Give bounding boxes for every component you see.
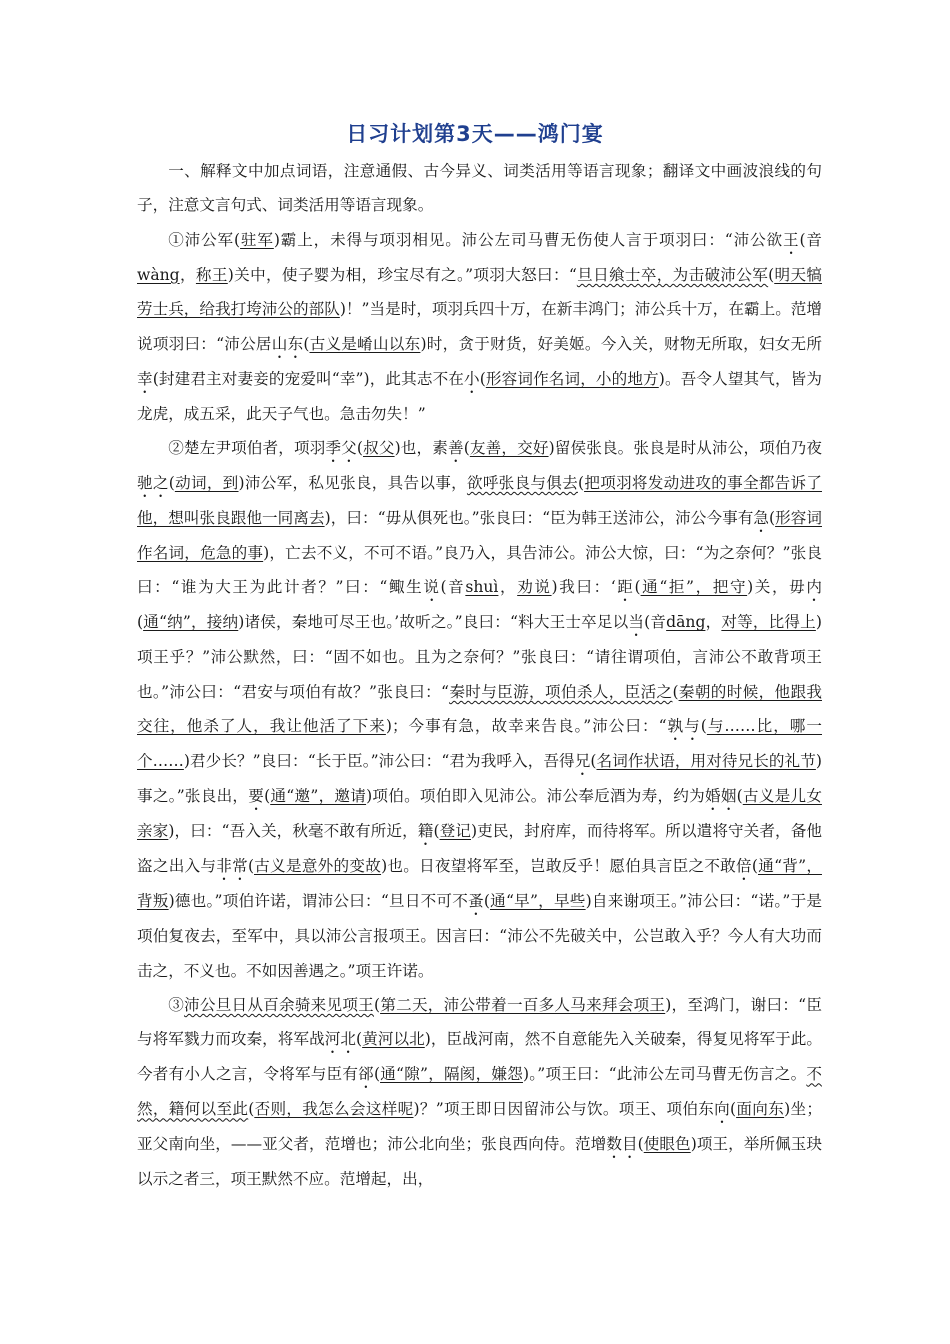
- page-title: 日习计划第3天——鸿门宴: [346, 122, 604, 146]
- instructions: 一、解释文中加点词语，注意通假、古今异义、词类活用等语言现象；翻译文中画波浪线的句子，注意文言句式、词类活用等语言现象。: [137, 162, 822, 215]
- document-body: [137, 154, 822, 1197]
- paragraph-1: ①沛公军(驻军)霸上，未得与项羽相见。沛公左司马曹无伤使人言于项羽曰：“沛公欲王(音wàng，称王)关中，使子婴为相，珍宝尽有之。”项羽大怒曰：“旦日飨士卒，为击破沛公军(明天犒劳士兵，给我打垮沛公的部队)！”当是时，项羽兵四十万，在新丰鸿门；沛公兵十万，在霸上。范增说项羽曰：“沛公居山东(古义是崤山以东)时，贪于财货，好美姬。今入关，财物无所取，妇女无所幸(封建君主对妻妾的宠爱叫“幸”)，此其志不在小(形容词作名词，小的地方)。吾令人望其气，皆为龙虎，成五采，此天子气也。急击勿失！”: [137, 230, 822, 423]
- paragraph-3: ③沛公旦日从百余骑来见项王(第二天，沛公带着一百多人马来拜会项王)，至鸿门，谢曰：“臣与将军戮力而攻秦，将军战河北(黄河以北)，臣战河南，然不自意能先入关破秦，得复见将军于此。今者有小人之言，令将军与臣有郤(通“隙”，隔阂，嫌怨)。”项王曰：“此沛公左司马曹无伤言之。不然，籍何以至此(否则，我怎么会这样呢)？”项王即日因留沛公与饮。项王、项伯东向(面向东)坐；亚父南向坐，——亚父者，范增也；沛公北向坐；张良西向侍。范增数目(使眼色)项王，举所佩玉玦以示之者三，项王默然不应。范增起，出，: [137, 996, 822, 1189]
- paragraph-2: ②楚左尹项伯者，项羽季父(叔父)也，素善(友善，交好)留侯张良。张良是时从沛公，项伯乃夜驰之(动词，到)沛公军，私见张良，具告以事，欲呼张良与俱去(把项羽将发动进攻的事全都告诉了他，想叫张良跟他一同离去)，曰：“毋从俱死也。”张良曰：“臣为韩王送沛公，沛公今事有急(形容词作名词，危急的事)，亡去不义，不可不语。”良乃入，具告沛公。沛公大惊，曰：“为之奈何？”张良曰：“谁为大王为此计者？”曰：“鲰生说(音shuì，劝说)我曰：‘距(通“拒”，把守)关，毋内(通“纳”，接纳)诸侯，秦地可尽王也。’故听之。”良曰：“料大王士卒足以当(音dāng，对等，比得上)项王乎？”沛公默然，曰：“固不如也。且为之奈何？”张良曰：“请往谓项伯，言沛公不敢背项王也。”沛公曰：“君安与项伯有故？”张良曰：“秦时与臣游，项伯杀人，臣活之(秦朝的时候，他跟我交往，他杀了人，我让他活了下来)；今事有急，故幸来告良。”沛公曰：“孰与(与……比，哪一个……)君少长？”良曰：“长于臣。”沛公曰：“君为我呼入，吾得兄(名词作状语，用对待兄长的礼节)事之。”张良出，要(通“邀”，邀请)项伯。项伯即入见沛公。沛公奉卮酒为寿，约为婚姻(古义是儿女亲家)，曰：“吾入关，秋毫不敢有所近，籍(登记)吏民，封府库，而待将军。所以遣将守关者，备他盗之出入与非常(古义是意外的变故)也。日夜望将军至，岂敢反乎！愿伯具言臣之不敢倍(通“背”，背叛)德也。”项伯许诺，谓沛公曰：“旦日不可不蚤(通“早”，早些)自来谢项王。”沛公曰：“诺。”于是项伯复夜去，至军中，具以沛公言报项王。因言曰：“沛公不先破关中，公岂敢入乎？今人有大功而击之，不义也。不如因善遇之。”项王许诺。: [137, 439, 822, 980]
